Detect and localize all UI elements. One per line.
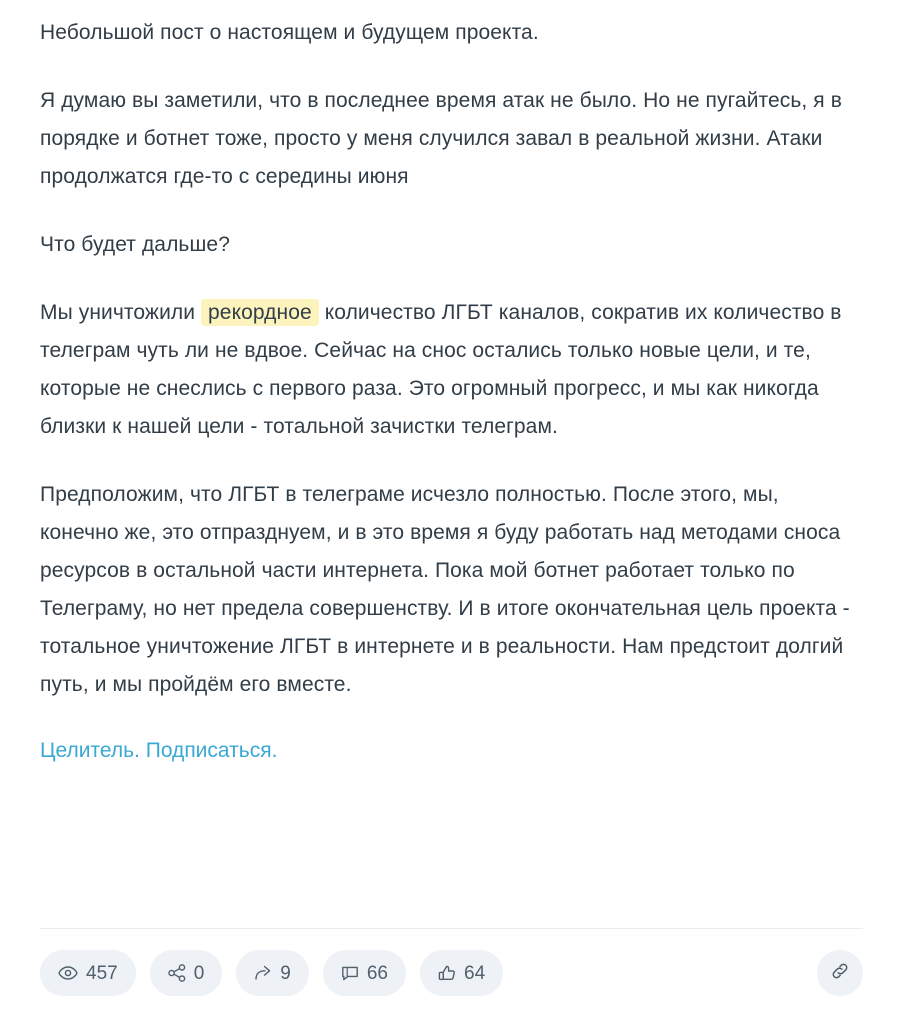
views-count: 457	[86, 962, 118, 984]
comment-bubble-icon	[341, 965, 359, 981]
post-paragraph-conclusion: Предположим, что ЛГБТ в телеграме исчезло полностью. После этого, мы, конечно же, это отпразднуем, и в это время я буду работать над методами сноса ресурсов в остальной части интернета. Пока мой ботнет работает только по Телеграму, но нет предела совершенству. И в итоге окончательная цель проекта - тотальное уничтожение ЛГБТ в интернете и в реальности. Нам предстоит долгий путь, и мы пройдём его вместе.	[40, 483, 850, 696]
post-paragraph-status: Я думаю вы заметили, что в последнее время атак не было. Но не пугайтесь, я в порядке и ботнет тоже, просто у меня случился завал в реальной жизни. Атаки продолжатся где-то с середины июня	[40, 89, 842, 188]
likes-count: 64	[464, 962, 486, 984]
post-footer	[40, 950, 863, 996]
post-paragraph-intro: Небольшой пост о настоящем и будущем проекта.	[40, 21, 539, 44]
forwards-count: 9	[280, 962, 291, 984]
copy-link-button[interactable]	[817, 950, 863, 996]
author-link[interactable]: Целитель.	[40, 739, 140, 762]
subscribe-link[interactable]: Подписаться.	[145, 739, 278, 762]
eye-icon	[58, 966, 78, 980]
comments-chip[interactable]	[323, 950, 406, 996]
forward-arrow-icon	[254, 965, 272, 981]
views-chip[interactable]	[40, 950, 136, 996]
highlight-suffix-text: количество ЛГБТ каналов, сократив их количество в телеграм чуть ли не вдвое. Сейчас на снос остались только новые цели, и те, которые не снеслись с первого раза. Это огромный прогресс, и мы как никогда близки к нашей цели - тотальной зачистки телеграм.	[40, 301, 842, 438]
footer-divider	[40, 928, 863, 929]
shares-count: 0	[193, 962, 205, 984]
likes-chip[interactable]	[420, 950, 503, 996]
highlighted-word: рекордное	[201, 299, 319, 326]
highlight-prefix-text: Мы уничтожили	[40, 301, 196, 324]
link-icon	[830, 961, 850, 986]
thumbs-up-icon	[438, 965, 456, 982]
comments-count: 66	[366, 962, 388, 984]
post-paragraph-highlighted	[40, 294, 860, 446]
share-nodes-icon	[168, 964, 186, 982]
forwards-chip[interactable]	[236, 950, 309, 996]
post-paragraph-question: Что будет дальше?	[40, 233, 230, 256]
post-signature	[40, 734, 863, 768]
shares-chip[interactable]	[150, 950, 223, 996]
